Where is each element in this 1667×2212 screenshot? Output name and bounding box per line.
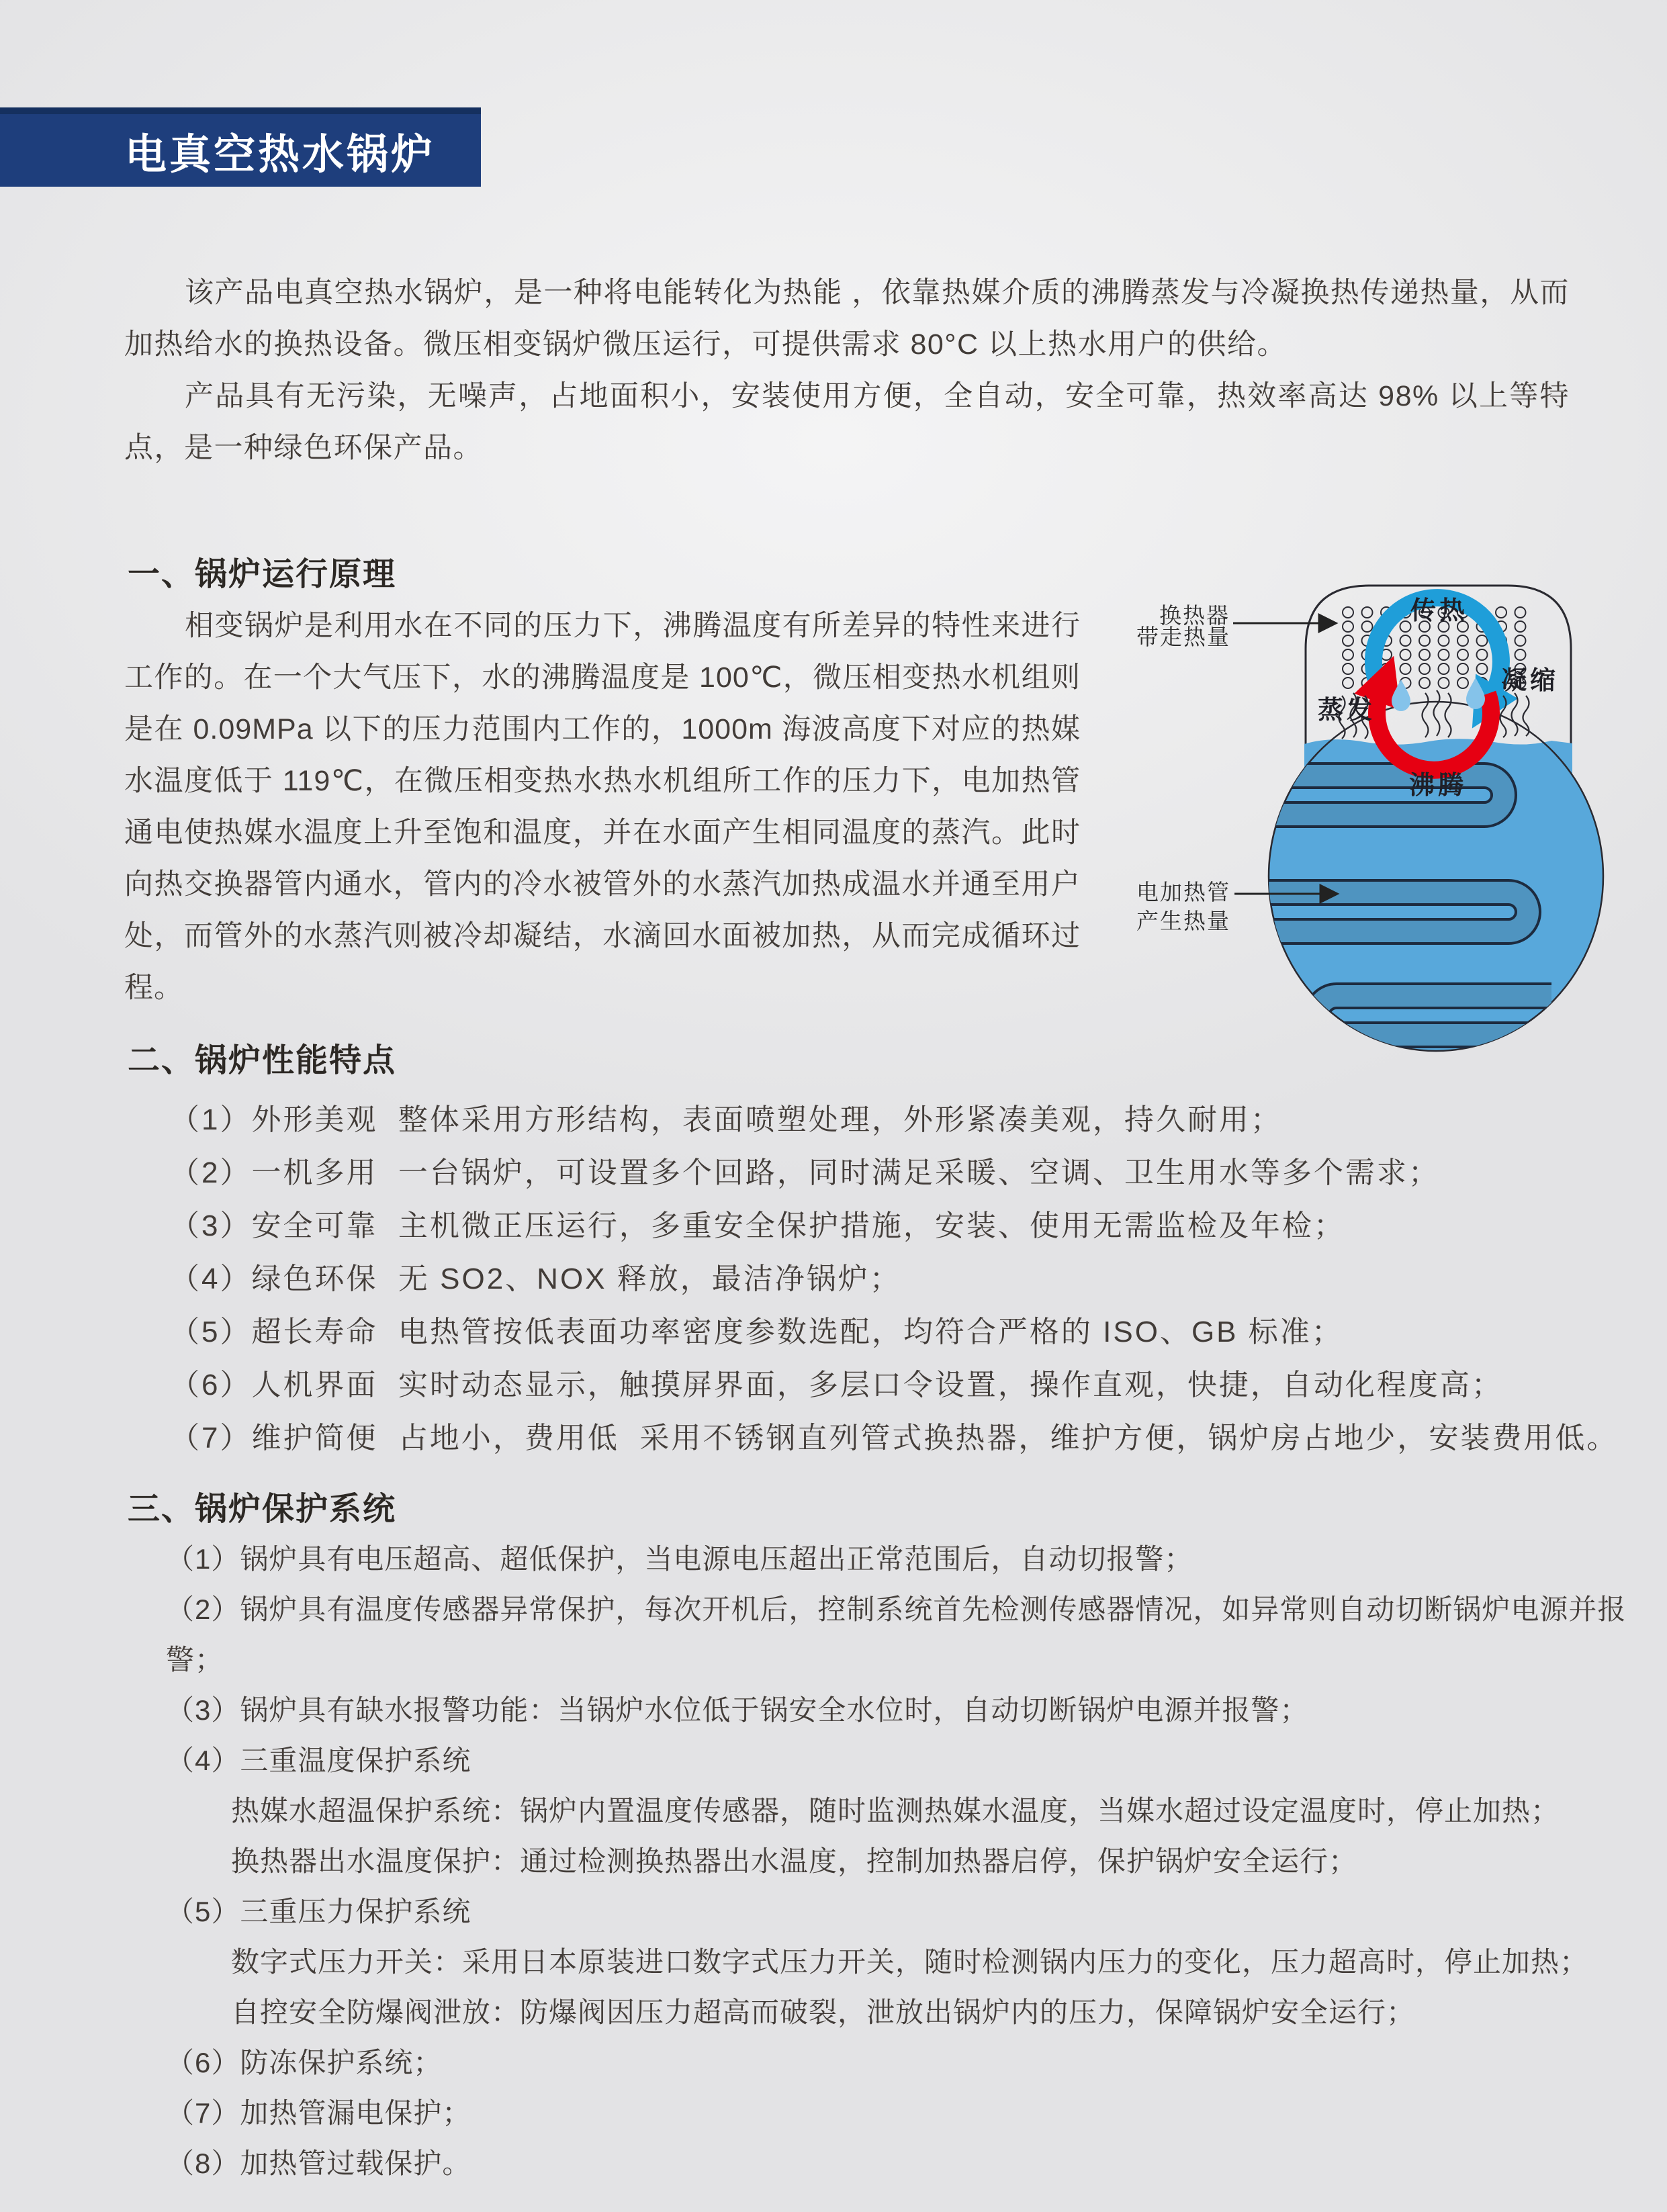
diagram-label-heat-transfer: 传热 (1410, 597, 1469, 625)
intro-block (124, 267, 1570, 474)
section1-paragraph: 相变锅炉是利用水在不同的压力下，沸腾温度有所差异的特性来进行工作的。在一个大气压下，水的沸腾温度是 100℃，微压相变热水机组则是在 0.09MPa 以下的压力范围内工作的，1000m 海波高度下对应的热媒水温度低于 119℃，在微压相变热水热水机组所工作的压力下，电加热管通电使热媒水温度上升至饱和温度，并在水面产生相同温度的蒸汽。此时向热交换器管内通水，管内的冷水被管外的水蒸汽加热成温水并通至用户处，而管外的水蒸汽则被冷却凝结，水滴回水面被加热，从而完成循环过程。 (124, 610, 1081, 1004)
diagram-label-evaporate: 蒸发 (1318, 696, 1376, 725)
protection-subitem: 换热器出水温度保护：通过检测换热器出水温度，控制加热器启停，保护锅炉安全运行； (231, 1845, 1358, 1877)
protection-subitem: 数字式压力开关：采用日本原装进口数字式压力开关，随时检测锅内压力的变化，压力超高时，停止加热； (231, 1946, 1589, 1978)
protection-item: （1）锅炉具有电压超高、超低保护，当电源电压超出正常范围后，自动切报警； (166, 1543, 1193, 1575)
protection-item: （8）加热管过载保护。 (166, 2148, 471, 2179)
title-bar (0, 107, 481, 187)
feature-item: （5）超长寿命 电热管按低表面功率密度参数选配，均符合严格的 ISO、GB 标准； (170, 1316, 1343, 1348)
diagram-label-boil: 沸腾 (1409, 772, 1468, 800)
section1-body (124, 600, 1081, 1014)
protection-item: （6）防冻保护系统； (166, 2047, 443, 2078)
protection-item: （3）锅炉具有缺水报警功能：当锅炉水位低于锅安全水位时，自动切断锅炉电源并报警； (166, 1694, 1309, 1726)
feature-item: （4）绿色环保 无 SO2、NOX 释放，最洁净锅炉； (170, 1262, 901, 1295)
feature-item: （3）安全可靠 主机微正压运行，多重安全保护措施，安装、使用无需监检及年检； (170, 1209, 1345, 1242)
protection-item: （7）加热管漏电保护； (166, 2097, 471, 2129)
protection-item: （2）锅炉具有温度传感器异常保护，每次开机后，控制系统首先检测传感器情况，如异常则自动切断锅炉电源并报警； (166, 1594, 1627, 1675)
boiler-principle-diagram (1108, 564, 1667, 1101)
feature-item: （7）维护简便 占地小，费用低 采用不锈钢直列管式换热器，维护方便，锅炉房占地少，安装费用低。 (170, 1422, 1619, 1455)
heater-label-line1: 电加热管 (1136, 880, 1230, 905)
heater-label-line2: 产生热量 (1136, 909, 1230, 933)
diagram-label-condense: 凝缩 (1501, 667, 1560, 695)
section2-heading: 二、锅炉性能特点 (128, 1043, 397, 1078)
protection-item: （4）三重温度保护系统 (166, 1745, 471, 1776)
intro-paragraph-2: 产品具有无污染，无噪声，占地面积小，安装使用方便，全自动，安全可靠，热效率高达 98% 以上等特点，是一种绿色环保产品。 (124, 380, 1570, 464)
protection-subitem: 热媒水超温保护系统：锅炉内置温度传感器，随时监测热媒水温度，当媒水超过设定温度时，停止加热； (231, 1795, 1560, 1827)
feature-item: （6）人机界面 实时动态显示，触摸屏界面，多层口令设置，操作直观，快捷，自动化程度高； (170, 1369, 1503, 1401)
intro-paragraph-1: 该产品电真空热水锅炉，是一种将电能转化为热能 ，依靠热媒介质的沸腾蒸发与冷凝换热传递热量，从而加热给水的换热设备。微压相变锅炉微压运行，可提供需求 80°C 以上热水用户的供给。 (124, 277, 1570, 361)
heating-coil-icon (1209, 776, 1551, 1035)
page-title: 电真空热水锅炉 (125, 131, 436, 178)
protection-item: （5）三重压力保护系统 (166, 1896, 471, 1927)
protection-subitem: 自控安全防爆阀泄放：防爆阀因压力超高而破裂，泄放出锅炉内的压力，保障锅炉安全运行； (231, 1996, 1416, 2028)
exchanger-label-line1: 换热器 (1159, 603, 1230, 628)
exchanger-label-line2: 带走热量 (1136, 625, 1230, 649)
section1-heading: 一、锅炉运行原理 (128, 557, 397, 592)
feature-item: （1）外形美观 整体采用方形结构，表面喷塑处理，外形紧凑美观，持久耐用； (170, 1103, 1282, 1136)
section2-list (170, 1093, 1634, 1465)
feature-item: （2）一机多用 一台锅炉，可设置多个回路，同时满足采暖、空调、卫生用水等多个需求； (170, 1156, 1440, 1189)
section3-heading: 三、锅炉保护系统 (128, 1491, 397, 1527)
section3-list (166, 1534, 1643, 2188)
